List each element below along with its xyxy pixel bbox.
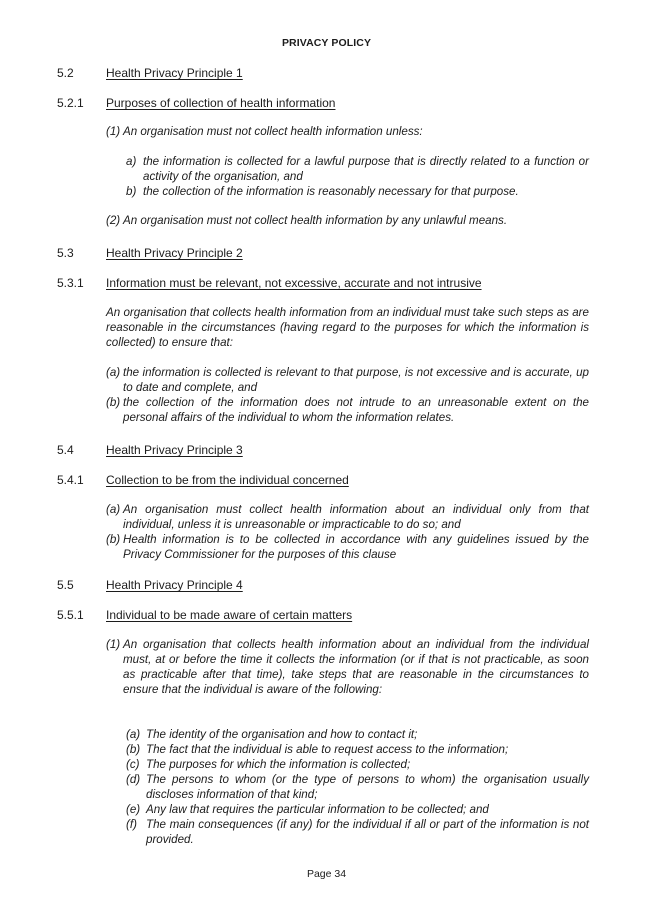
list-item-text: Any law that requires the particular information to be collected; and — [146, 803, 489, 816]
list-item — [126, 155, 589, 185]
section-title: Health Privacy Principle 2 — [106, 246, 243, 260]
section-title: Information must be relevant, not excessive, accurate and not intrusive — [106, 276, 482, 290]
section-heading-5-4 — [57, 443, 243, 457]
list-item-label: (b) — [106, 533, 121, 546]
list-item-text: the information is collected is relevant to that purpose, is not excessive and is accurate, up to date and complete, and — [123, 366, 589, 394]
section-number: 5.4.1 — [57, 473, 84, 487]
section-number: 5.2.1 — [57, 96, 84, 110]
section-number: 5.3 — [57, 246, 74, 260]
list-item-text: The purposes for which the information is collected; — [146, 758, 411, 771]
section-title: Health Privacy Principle 3 — [106, 443, 243, 457]
page-footer: Page 34 — [306, 868, 347, 880]
list-item-label: a) — [126, 155, 137, 168]
clause-label: (1) — [106, 638, 121, 651]
list-item-text: The fact that the individual is able to request access to the information; — [146, 743, 509, 756]
list-item-label: (f) — [126, 818, 137, 831]
section-title: Health Privacy Principle 4 — [106, 578, 243, 592]
section-heading-5-2 — [57, 66, 243, 80]
list-item-label: (a) — [106, 503, 121, 516]
section-number: 5.2 — [57, 66, 74, 80]
list-item-text: the collection of the information is reasonably necessary for that purpose. — [143, 185, 519, 198]
section-number: 5.5.1 — [57, 608, 84, 622]
clause-text: An organisation that collects health information about an individual from the individual must, at or before the time it collects the information (or if that is not practicable, as soon as practicable after that time), take steps that are reasonable in the circumstances to ensure that the individual is aware of the following: — [123, 638, 589, 696]
list-item-label: (b) — [106, 396, 121, 409]
list-item-label: b) — [126, 185, 137, 198]
list-item-label: (c) — [126, 758, 140, 771]
section-title: Health Privacy Principle 1 — [106, 66, 243, 80]
section-number: 5.4 — [57, 443, 74, 457]
section-heading-5-3 — [57, 246, 243, 260]
list-item-text: the information is collected for a lawful purpose that is directly related to a function or activity of the organisation, and — [143, 155, 589, 183]
section-title: Purposes of collection of health information — [106, 96, 336, 110]
page-header: PRIVACY POLICY — [281, 37, 372, 49]
list-item-text: Health information is to be collected in accordance with any guidelines issued by the Privacy Commissioner for the purposes of this clause — [123, 533, 589, 561]
section-number: 5.5 — [57, 578, 74, 592]
section-title: Individual to be made aware of certain matters — [106, 608, 353, 622]
list-item-text: The persons to whom (or the type of persons to whom) the organisation usually discloses information of that kind; — [146, 773, 589, 801]
section-number: 5.3.1 — [57, 276, 84, 290]
list-item-text: the collection of the information does not intrude to an unreasonable extent on the personal affairs of the individual to whom the information relates. — [123, 396, 589, 424]
list-item — [106, 366, 589, 396]
section-heading-5-3-1 — [57, 276, 482, 290]
section-heading-5-2-1 — [57, 96, 335, 110]
list-item-label: (b) — [126, 743, 141, 756]
list-item-label: (a) — [106, 366, 121, 379]
section-heading-5-5-1 — [57, 608, 352, 622]
list-item-text: The identity of the organisation and how to contact it; — [146, 728, 418, 741]
list-item-text: An organisation must collect health information about an individual only from that individual, unless it is unreasonable or impracticable to do so; and — [123, 503, 589, 531]
list-item-label: (e) — [126, 803, 141, 816]
section-title: Collection to be from the individual concerned — [106, 473, 349, 487]
list-item-label: (d) — [126, 773, 141, 786]
list-item — [106, 503, 589, 533]
section-heading-5-4-1 — [57, 473, 349, 487]
hpp1-clause-2: (2) An organisation must not collect health information by any unlawful means. — [106, 214, 508, 227]
list-item-label: (a) — [126, 728, 141, 741]
hpp2-intro: An organisation that collects health information from an individual must take such steps as are reasonable in the circumstances (having regard to the purposes for which the information is collected) to ensure that: — [106, 306, 589, 349]
hpp1-clause-1: (1) An organisation must not collect health information unless: — [106, 125, 423, 138]
list-item-text: The main consequences (if any) for the individual if all or part of the information is not provided. — [146, 818, 589, 846]
section-heading-5-5 — [57, 578, 243, 592]
